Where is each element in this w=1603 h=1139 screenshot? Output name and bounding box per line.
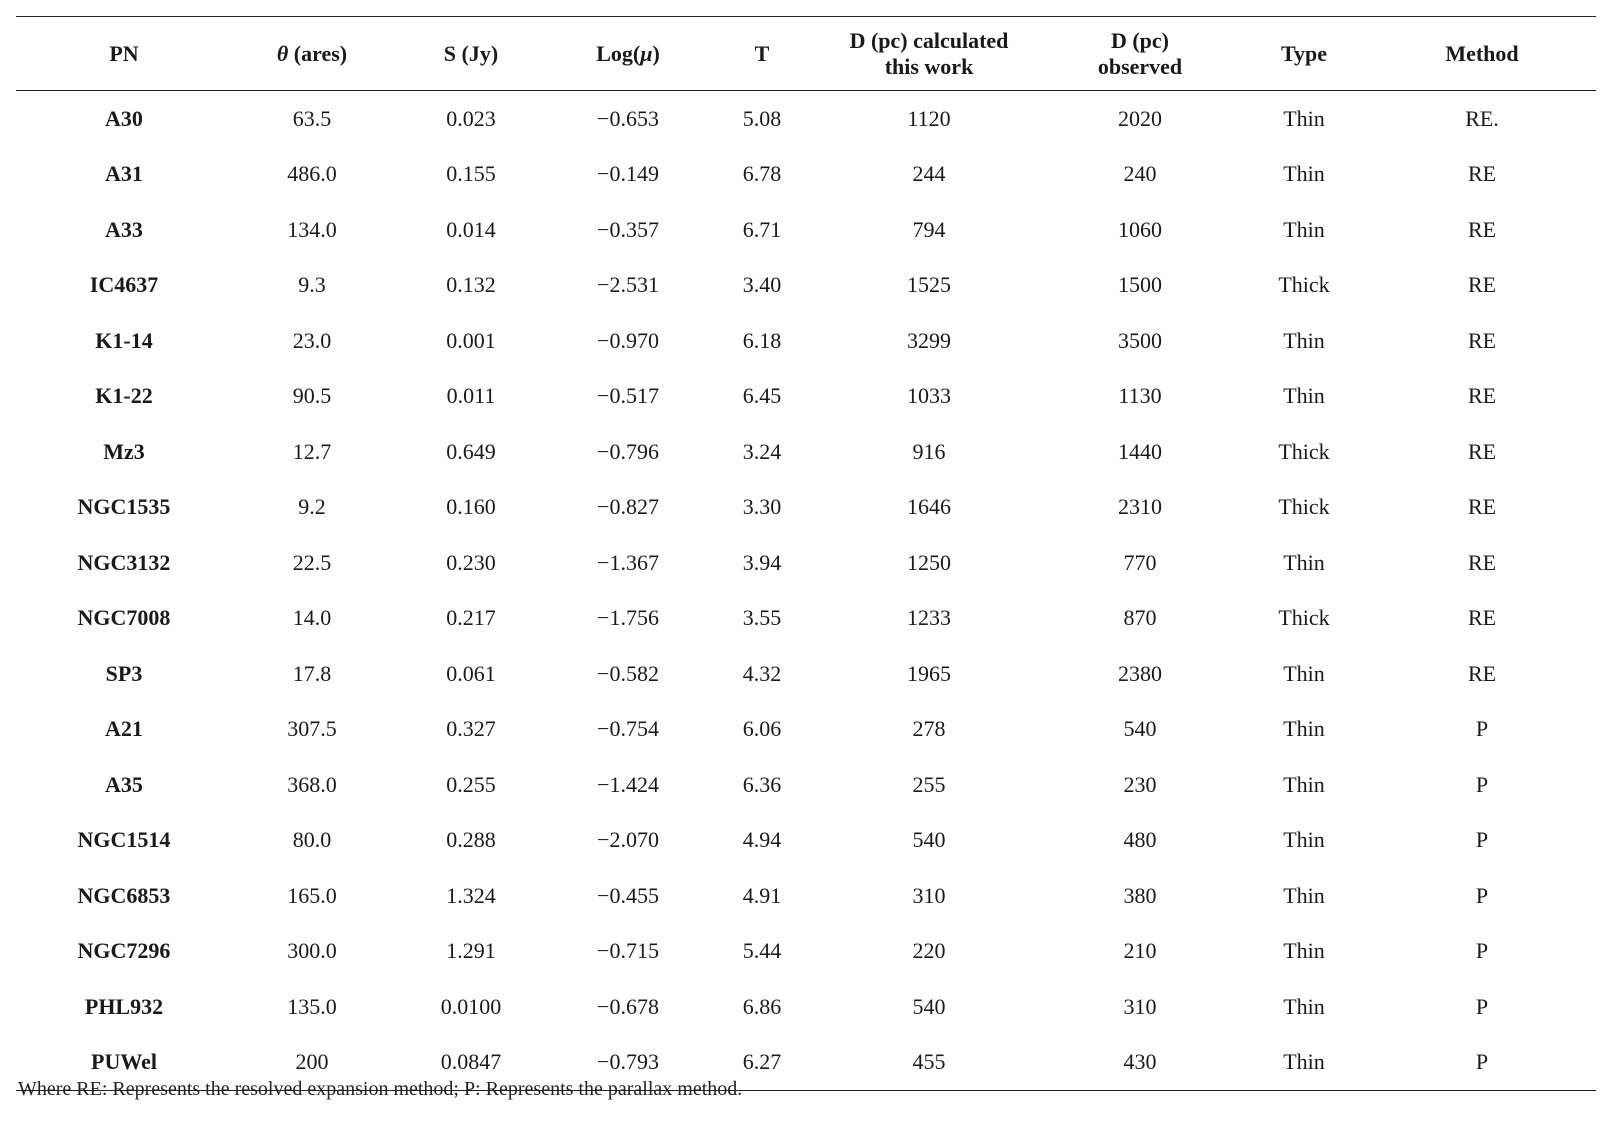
table-cell: 3.40 xyxy=(742,272,782,298)
table-cell: 1965 xyxy=(907,660,951,686)
table-cell: P xyxy=(1475,771,1489,797)
table-cell: Thick xyxy=(1278,605,1330,631)
pn-name-cell: PUWel xyxy=(91,1049,157,1075)
table-cell: 307.5 xyxy=(287,716,337,742)
table-row xyxy=(16,91,1596,147)
table-cell: 9.2 xyxy=(298,494,326,520)
table-cell: RE xyxy=(1467,327,1497,353)
table-cell: P xyxy=(1475,882,1489,908)
table-cell: RE. xyxy=(1465,105,1499,131)
table-cell: P xyxy=(1475,827,1489,853)
table-cell: 200 xyxy=(295,1049,329,1075)
table-cell: Thin xyxy=(1283,660,1325,686)
column-header xyxy=(550,17,706,91)
table-cell: 1.291 xyxy=(446,938,496,964)
table-cell: 22.5 xyxy=(292,549,332,575)
table-row xyxy=(16,535,1596,591)
table-row xyxy=(16,757,1596,813)
table-cell: 2380 xyxy=(1118,660,1162,686)
table-cell: 0.155 xyxy=(446,161,496,187)
column-header xyxy=(1368,17,1596,91)
table-cell: −1.367 xyxy=(597,549,659,575)
table-cell: 135.0 xyxy=(287,993,337,1019)
column-header-text: Log(μ) xyxy=(596,40,660,66)
table-cell: 278 xyxy=(912,716,946,742)
table-cell: 4.91 xyxy=(742,882,782,908)
table-cell: 1060 xyxy=(1118,216,1162,242)
table-cell: RE xyxy=(1467,660,1497,686)
table-cell: 3.94 xyxy=(742,549,782,575)
table-cell: −0.754 xyxy=(597,716,659,742)
table-cell: 0.288 xyxy=(446,827,496,853)
table-cell: 6.27 xyxy=(742,1049,782,1075)
table-cell: Thin xyxy=(1283,993,1325,1019)
pn-name-cell: A21 xyxy=(105,716,143,742)
column-header-text: PN xyxy=(109,40,139,66)
table-cell: 6.36 xyxy=(742,771,782,797)
pn-name-cell: A31 xyxy=(105,161,143,187)
table-cell: −0.678 xyxy=(597,993,659,1019)
table-cell: Thin xyxy=(1283,327,1325,353)
column-header-text: Method xyxy=(1445,40,1519,66)
table-cell: 1.324 xyxy=(446,882,496,908)
table-cell: 0.061 xyxy=(446,660,496,686)
table-cell: 210 xyxy=(1123,938,1157,964)
table-cell: −1.424 xyxy=(597,771,659,797)
table-cell: 5.44 xyxy=(742,938,782,964)
table-cell: P xyxy=(1475,938,1489,964)
header-row xyxy=(16,17,1596,91)
table-cell: 230 xyxy=(1123,771,1157,797)
table-cell: −0.582 xyxy=(597,660,659,686)
column-header-text: Type xyxy=(1280,40,1328,66)
table-row xyxy=(16,646,1596,702)
table-cell: RE xyxy=(1467,161,1497,187)
table-cell: 0.217 xyxy=(446,605,496,631)
table-cell: 6.71 xyxy=(742,216,782,242)
table-cell: −2.531 xyxy=(597,272,659,298)
table-cell: 540 xyxy=(912,993,946,1019)
table-cell: Thin xyxy=(1283,882,1325,908)
table-cell: 17.8 xyxy=(292,660,332,686)
table-cell: RE xyxy=(1467,605,1497,631)
pn-name-cell: A35 xyxy=(105,771,143,797)
table-cell: 2310 xyxy=(1118,494,1162,520)
pn-name-cell: NGC7296 xyxy=(77,938,171,964)
table-cell: 0.0100 xyxy=(440,993,502,1019)
table-row xyxy=(16,924,1596,980)
table-cell: −0.715 xyxy=(597,938,659,964)
table-cell: 300.0 xyxy=(287,938,337,964)
table-cell: 1525 xyxy=(907,272,951,298)
table-cell: 2020 xyxy=(1118,105,1162,131)
column-header xyxy=(1040,17,1240,91)
table-cell: RE xyxy=(1467,438,1497,464)
table-cell: 3500 xyxy=(1118,327,1162,353)
table-cell: 310 xyxy=(912,882,946,908)
table-row xyxy=(16,369,1596,425)
table-cell: 3.55 xyxy=(742,605,782,631)
table-cell: 1120 xyxy=(907,105,951,131)
table-cell: 0.255 xyxy=(446,771,496,797)
table-cell: Thin xyxy=(1283,549,1325,575)
table-cell: Thin xyxy=(1283,938,1325,964)
table-cell: 870 xyxy=(1123,605,1157,631)
column-header xyxy=(706,17,818,91)
table-cell: 3299 xyxy=(907,327,951,353)
table-cell: 63.5 xyxy=(292,105,332,131)
table-cell: 368.0 xyxy=(287,771,337,797)
table-row xyxy=(16,424,1596,480)
table-cell: 244 xyxy=(912,161,946,187)
table-cell: 1250 xyxy=(907,549,951,575)
column-header-text: θ (ares) xyxy=(276,40,348,66)
pn-name-cell: A30 xyxy=(105,105,143,131)
column-header xyxy=(232,17,392,91)
table-cell: −0.455 xyxy=(597,882,659,908)
table-row xyxy=(16,702,1596,758)
table-cell: 0.230 xyxy=(446,549,496,575)
table-cell: 80.0 xyxy=(292,827,332,853)
table-cell: −0.970 xyxy=(597,327,659,353)
column-header-text: D (pc) xyxy=(1110,27,1170,53)
table-cell: 1440 xyxy=(1118,438,1162,464)
table-cell: 380 xyxy=(1123,882,1157,908)
table-cell: Thin xyxy=(1283,771,1325,797)
column-header-line2: this work xyxy=(884,53,974,79)
table-cell: 134.0 xyxy=(287,216,337,242)
table-cell: 0.132 xyxy=(446,272,496,298)
table-cell: 1646 xyxy=(907,494,951,520)
table-cell: 6.78 xyxy=(742,161,782,187)
table-cell: −2.070 xyxy=(597,827,659,853)
table-cell: 6.18 xyxy=(742,327,782,353)
table-cell: 0.0847 xyxy=(440,1049,502,1075)
pn-name-cell: NGC6853 xyxy=(77,882,171,908)
table-cell: 6.86 xyxy=(742,993,782,1019)
table-cell: 0.014 xyxy=(446,216,496,242)
table-cell: RE xyxy=(1467,494,1497,520)
table-cell: 0.023 xyxy=(446,105,496,131)
table-footnote: Where RE: Represents the resolved expansion method; P: Represents the parallax method. xyxy=(18,1078,743,1100)
column-header xyxy=(1240,17,1368,91)
table-cell: −0.827 xyxy=(597,494,659,520)
table-cell: Thin xyxy=(1283,1049,1325,1075)
table-cell: 6.06 xyxy=(742,716,782,742)
table-row xyxy=(16,258,1596,314)
table-cell: Thick xyxy=(1278,272,1330,298)
pn-name-cell: K1-14 xyxy=(95,327,153,353)
table-row xyxy=(16,202,1596,258)
table-cell: Thin xyxy=(1283,383,1325,409)
table-cell: 5.08 xyxy=(742,105,782,131)
table-cell: −0.357 xyxy=(597,216,659,242)
table-cell: 1130 xyxy=(1118,383,1162,409)
table-cell: 14.0 xyxy=(292,605,332,631)
pn-name-cell: A33 xyxy=(105,216,143,242)
table-cell: 4.32 xyxy=(742,660,782,686)
table-cell: −0.796 xyxy=(597,438,659,464)
table-cell: 310 xyxy=(1123,993,1157,1019)
pn-name-cell: Mz3 xyxy=(103,438,145,464)
table-cell: RE xyxy=(1467,216,1497,242)
column-header-text: D (pc) calculated xyxy=(849,27,1009,53)
table-cell: −0.517 xyxy=(597,383,659,409)
table-cell: −0.653 xyxy=(597,105,659,131)
pn-name-cell: K1-22 xyxy=(95,383,153,409)
table-cell: 23.0 xyxy=(292,327,332,353)
table-cell: 1233 xyxy=(907,605,951,631)
table-cell: Thick xyxy=(1278,494,1330,520)
table-cell: 455 xyxy=(912,1049,946,1075)
table-row xyxy=(16,147,1596,203)
table-cell: 0.327 xyxy=(446,716,496,742)
table-cell: 4.94 xyxy=(742,827,782,853)
table-row xyxy=(16,591,1596,647)
table-cell: 916 xyxy=(912,438,946,464)
table-cell: Thin xyxy=(1283,161,1325,187)
table-cell: Thin xyxy=(1283,716,1325,742)
table-row xyxy=(16,868,1596,924)
table-cell: 0.011 xyxy=(446,383,496,409)
table-row xyxy=(16,480,1596,536)
table-cell: −0.149 xyxy=(597,161,659,187)
table-cell: RE xyxy=(1467,549,1497,575)
table-cell: Thin xyxy=(1283,105,1325,131)
table-cell: 430 xyxy=(1123,1049,1157,1075)
table-cell: P xyxy=(1475,993,1489,1019)
pn-name-cell: NGC1535 xyxy=(77,494,171,520)
column-header xyxy=(16,17,232,91)
table-cell: 255 xyxy=(912,771,946,797)
pn-name-cell: PHL932 xyxy=(84,993,164,1019)
table-cell: 480 xyxy=(1123,827,1157,853)
table-cell: P xyxy=(1475,1049,1489,1075)
table-cell: 0.001 xyxy=(446,327,496,353)
table-cell: 770 xyxy=(1123,549,1157,575)
table-row xyxy=(16,979,1596,1035)
table-cell: 486.0 xyxy=(287,161,337,187)
pn-name-cell: NGC3132 xyxy=(77,549,171,575)
table-cell: Thin xyxy=(1283,827,1325,853)
pn-name-cell: NGC7008 xyxy=(77,605,171,631)
table-cell: 6.45 xyxy=(742,383,782,409)
table-cell: 90.5 xyxy=(292,383,332,409)
table-cell: 540 xyxy=(1123,716,1157,742)
table-cell: 12.7 xyxy=(292,438,332,464)
data-table xyxy=(16,16,1596,1091)
table-cell: −0.793 xyxy=(597,1049,659,1075)
column-header xyxy=(818,17,1040,91)
column-header-text: T xyxy=(754,40,770,66)
table-body xyxy=(16,91,1596,1091)
table-cell: 165.0 xyxy=(287,882,337,908)
table-cell: −1.756 xyxy=(597,605,659,631)
table-cell: 240 xyxy=(1123,161,1157,187)
table-cell: 1033 xyxy=(907,383,951,409)
table-cell: 0.160 xyxy=(446,494,496,520)
table-cell: 3.30 xyxy=(742,494,782,520)
table-cell: Thick xyxy=(1278,438,1330,464)
table-cell: 1500 xyxy=(1118,272,1162,298)
table-cell: Thin xyxy=(1283,216,1325,242)
pn-name-cell: SP3 xyxy=(105,660,143,686)
table-row xyxy=(16,313,1596,369)
column-header-line2: observed xyxy=(1097,53,1183,79)
table-cell: P xyxy=(1475,716,1489,742)
table-cell: RE xyxy=(1467,383,1497,409)
column-header xyxy=(392,17,550,91)
table-cell: 9.3 xyxy=(298,272,326,298)
pn-name-cell: NGC1514 xyxy=(77,827,171,853)
table-cell: 3.24 xyxy=(742,438,782,464)
pn-name-cell: IC4637 xyxy=(89,272,159,298)
table-cell: 540 xyxy=(912,827,946,853)
table-row xyxy=(16,813,1596,869)
table-cell: RE xyxy=(1467,272,1497,298)
column-header-text: S (Jy) xyxy=(443,40,499,66)
table-cell: 0.649 xyxy=(446,438,496,464)
table-cell: 220 xyxy=(912,938,946,964)
table-cell: 794 xyxy=(912,216,946,242)
